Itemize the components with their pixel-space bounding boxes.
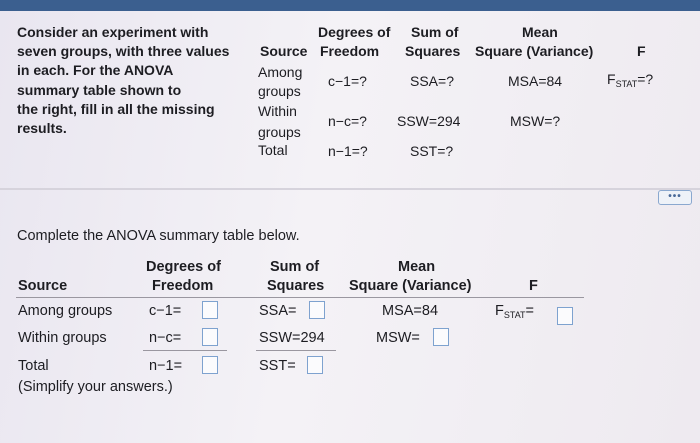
sst-input[interactable] bbox=[307, 356, 323, 374]
header-df-bottom: Freedom bbox=[152, 278, 214, 294]
f-stat-input[interactable] bbox=[557, 307, 573, 325]
header-rule bbox=[16, 297, 584, 298]
instruction-text: Complete the ANOVA summary table below. bbox=[17, 228, 300, 244]
row-label-within: Within groups bbox=[18, 330, 107, 346]
among-df-input[interactable] bbox=[202, 301, 218, 319]
header-ms-top: Mean bbox=[522, 24, 558, 40]
header-df-bottom: Freedom bbox=[320, 43, 380, 59]
among-ms: MSA=84 bbox=[508, 73, 563, 89]
row-label-among: Among groups bbox=[18, 303, 113, 319]
header-df-top: Degrees of bbox=[318, 24, 391, 40]
prompt-line: results. bbox=[17, 120, 67, 136]
f-subscript: STAT bbox=[615, 79, 638, 89]
top-bar bbox=[0, 0, 700, 11]
header-ss-top: Sum of bbox=[411, 24, 459, 40]
header-ms-bottom: Square (Variance) bbox=[475, 43, 594, 59]
section-divider bbox=[0, 188, 700, 190]
header-ss-top: Sum of bbox=[270, 259, 320, 275]
within-ms-label: MSW= bbox=[376, 330, 420, 346]
within-df-input[interactable] bbox=[202, 328, 218, 346]
among-ss-input[interactable] bbox=[309, 301, 325, 319]
row-label-among: Among bbox=[258, 64, 303, 80]
prompt-line: the right, fill in all the missing bbox=[17, 101, 215, 117]
f-symbol: F bbox=[607, 71, 616, 87]
row-label-total: Total bbox=[18, 358, 49, 374]
within-ss: SSW=294 bbox=[259, 330, 325, 346]
header-source: Source bbox=[260, 43, 308, 59]
among-f bbox=[607, 71, 653, 89]
among-ms: MSA=84 bbox=[382, 303, 439, 319]
header-f: F bbox=[529, 278, 538, 294]
header-ms-top: Mean bbox=[398, 259, 436, 275]
prompt-line: seven groups, with three values bbox=[17, 43, 230, 59]
f-suffix: = bbox=[525, 303, 534, 319]
f-stat-label bbox=[495, 303, 534, 320]
prompt-line: in each. For the ANOVA bbox=[17, 62, 174, 78]
total-df-label: n−1= bbox=[149, 358, 183, 374]
within-df: n−c=? bbox=[328, 113, 367, 129]
header-ss-bottom: Squares bbox=[405, 43, 461, 59]
ss-sum-rule bbox=[256, 350, 336, 351]
row-label-within: Within bbox=[258, 103, 297, 119]
total-ss: SST=? bbox=[410, 143, 454, 159]
within-ss: SSW=294 bbox=[397, 113, 461, 129]
total-df: n−1=? bbox=[328, 143, 368, 159]
header-ms-bottom: Square (Variance) bbox=[349, 278, 472, 294]
row-label-among-2: groups bbox=[258, 83, 301, 99]
df-sum-rule bbox=[143, 350, 227, 351]
f-suffix: =? bbox=[637, 71, 654, 87]
f-symbol: F bbox=[495, 303, 504, 319]
prompt-line: Consider an experiment with bbox=[17, 24, 209, 40]
more-options-button[interactable]: ••• bbox=[658, 190, 692, 205]
header-f: F bbox=[637, 43, 646, 59]
simplify-note: (Simplify your answers.) bbox=[18, 379, 173, 395]
prompt-line: summary table shown to bbox=[17, 82, 182, 98]
header-ss-bottom: Squares bbox=[267, 278, 325, 294]
msw-input[interactable] bbox=[433, 328, 449, 346]
within-df-label: n−c= bbox=[149, 330, 182, 346]
row-label-within-2: groups bbox=[258, 124, 301, 140]
among-df: c−1=? bbox=[328, 73, 367, 89]
header-source: Source bbox=[18, 278, 68, 294]
within-ms: MSW=? bbox=[510, 113, 561, 129]
total-ss-label: SST= bbox=[259, 358, 296, 374]
header-df-top: Degrees of bbox=[146, 259, 221, 275]
f-subscript: STAT bbox=[503, 310, 526, 320]
row-label-total: Total bbox=[258, 142, 288, 158]
among-df-label: c−1= bbox=[149, 303, 182, 319]
among-ss-label: SSA= bbox=[259, 303, 297, 319]
total-df-input[interactable] bbox=[202, 356, 218, 374]
among-ss: SSA=? bbox=[410, 73, 454, 89]
